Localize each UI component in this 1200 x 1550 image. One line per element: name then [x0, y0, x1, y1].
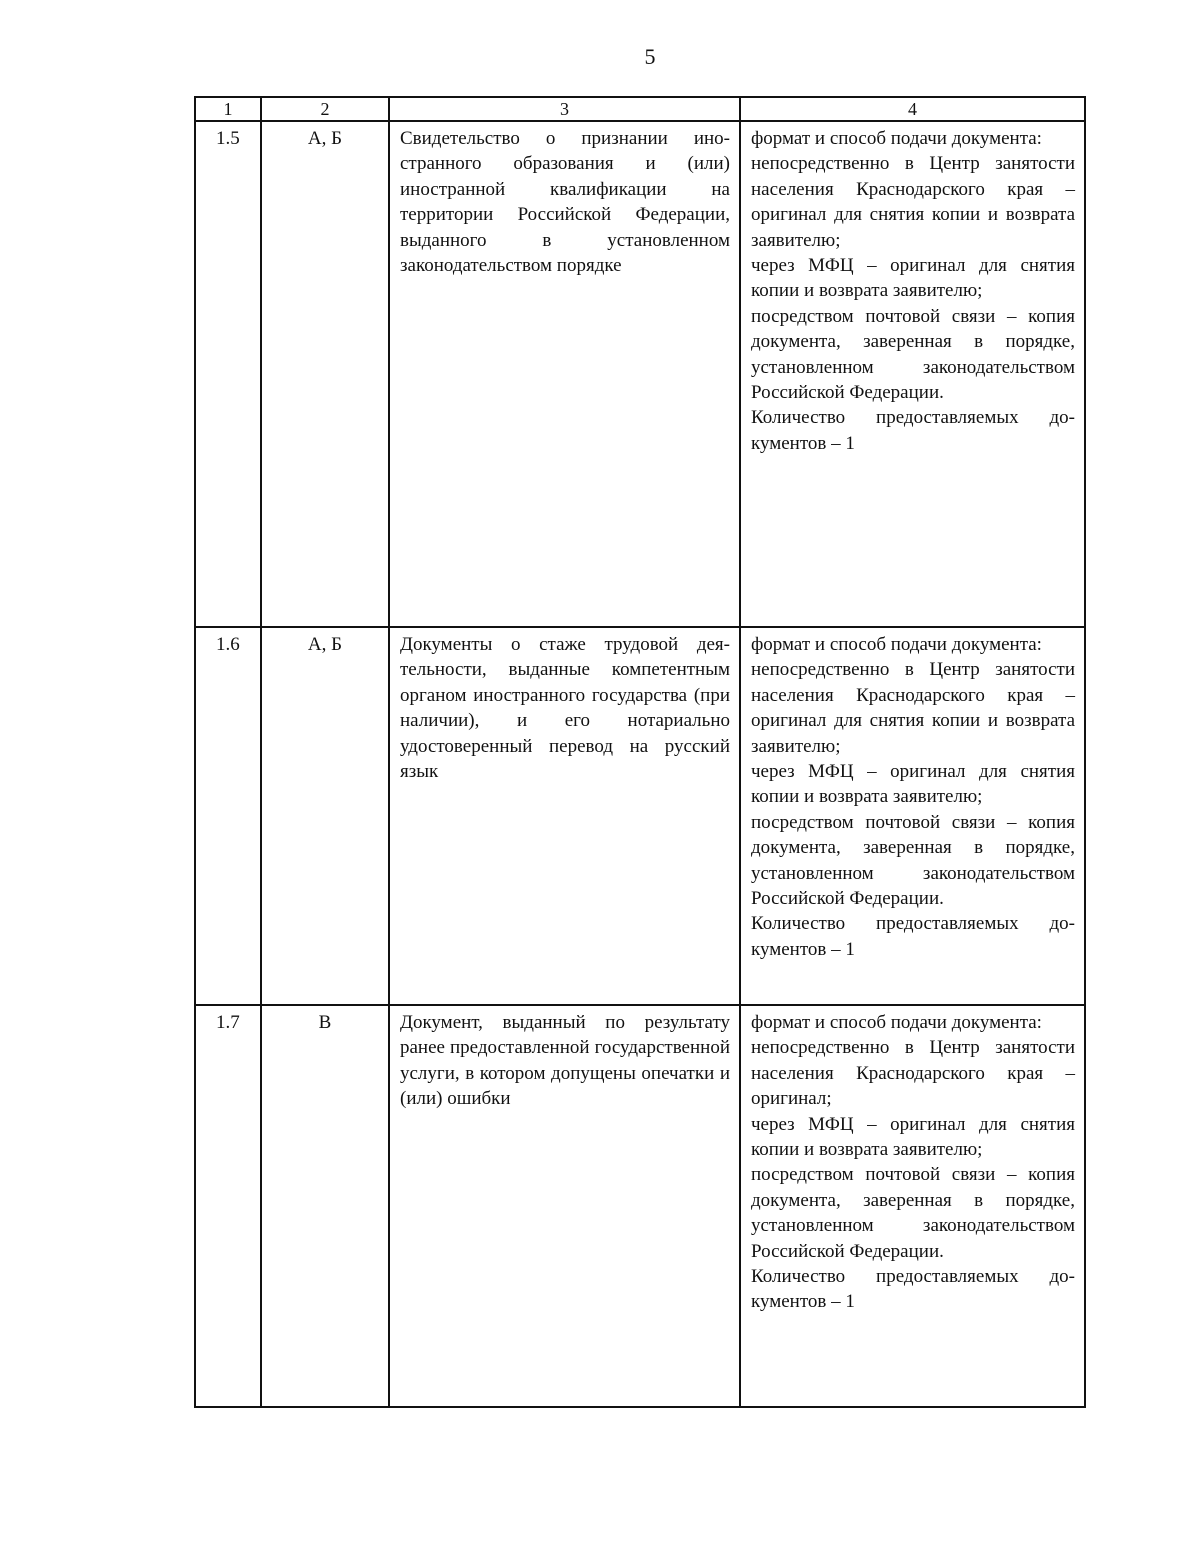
row-requirements — [740, 121, 1085, 627]
row-category: А, Б — [261, 627, 389, 1005]
column-header-2: 2 — [261, 97, 389, 121]
row-category: В — [261, 1005, 389, 1407]
requirement-line: Количество предоставляемых документов – 1 — [751, 407, 1075, 454]
row-number: 1.6 — [195, 627, 261, 1005]
requirement-line: формат и способ подачи документа: — [751, 1012, 1042, 1033]
row-number: 1.5 — [195, 121, 261, 627]
row-document: Свидетельство о признании иностранного образования и (или) иностранной квалификации на территории Российской Федерации, выданного в установленном законодательством порядке — [389, 121, 740, 627]
requirement-line: формат и способ подачи документа: — [751, 634, 1042, 655]
requirement-line: посредством почтовой связи – копия документа, заверенная в порядке, установленном законодательством Российской Федерации. — [751, 305, 1075, 404]
requirement-line: через МФЦ – оригинал для снятия копии и возврата заявителю; — [751, 1113, 1075, 1161]
table-row — [195, 627, 1085, 1005]
row-requirements — [740, 1005, 1085, 1407]
table-row — [195, 1005, 1085, 1407]
requirement-line: Количество предоставляемых документов – 1 — [751, 913, 1075, 960]
row-category: А, Б — [261, 121, 389, 627]
row-number: 1.7 — [195, 1005, 261, 1407]
column-header-4: 4 — [740, 97, 1085, 121]
table-header-row — [195, 97, 1085, 121]
documents-table — [194, 96, 1086, 1408]
requirement-line: через МФЦ – оригинал для снятия копии и возврата заявителю; — [751, 255, 1075, 302]
table-row — [195, 121, 1085, 627]
requirement-line: непосредственно в Центр занятости населения Краснодарского края – оригинал для снятия копии и возврата заявителю; — [751, 659, 1075, 757]
requirement-line: через МФЦ – оригинал для снятия копии и возврата заявителю; — [751, 761, 1075, 808]
page-number: 5 — [644, 44, 656, 69]
row-document: Документы о стаже трудовой деятельности, выданные компетентным органом иностранного государства (при наличии), и его нотариально удостоверенный перевод на русский язык — [389, 627, 740, 1005]
column-header-3: 3 — [389, 97, 740, 121]
row-requirements — [740, 627, 1085, 1005]
row-document: Документ, выданный по результату ранее предоставленной государственной услуги, в котором допущены опечатки и (или) ошибки — [389, 1005, 740, 1407]
column-header-1: 1 — [195, 97, 261, 121]
requirement-line: посредством почтовой связи – копия документа, заверенная в порядке, установленном законодательством Российской Федерации. — [751, 1164, 1075, 1262]
requirement-line: посредством почтовой связи – копия документа, заверенная в порядке, установленном законодательством Российской Федерации. — [751, 811, 1075, 910]
requirement-line: непосредственно в Центр занятости населения Краснодарского края – оригинал; — [751, 1037, 1075, 1110]
requirement-line: формат и способ подачи документа: — [751, 128, 1042, 149]
requirement-line: Количество предоставляемых документов – 1 — [751, 1266, 1075, 1313]
requirement-line: непосредственно в Центр занятости населения Краснодарского края – оригинал для снятия копии и возврата заявителю; — [751, 153, 1075, 251]
